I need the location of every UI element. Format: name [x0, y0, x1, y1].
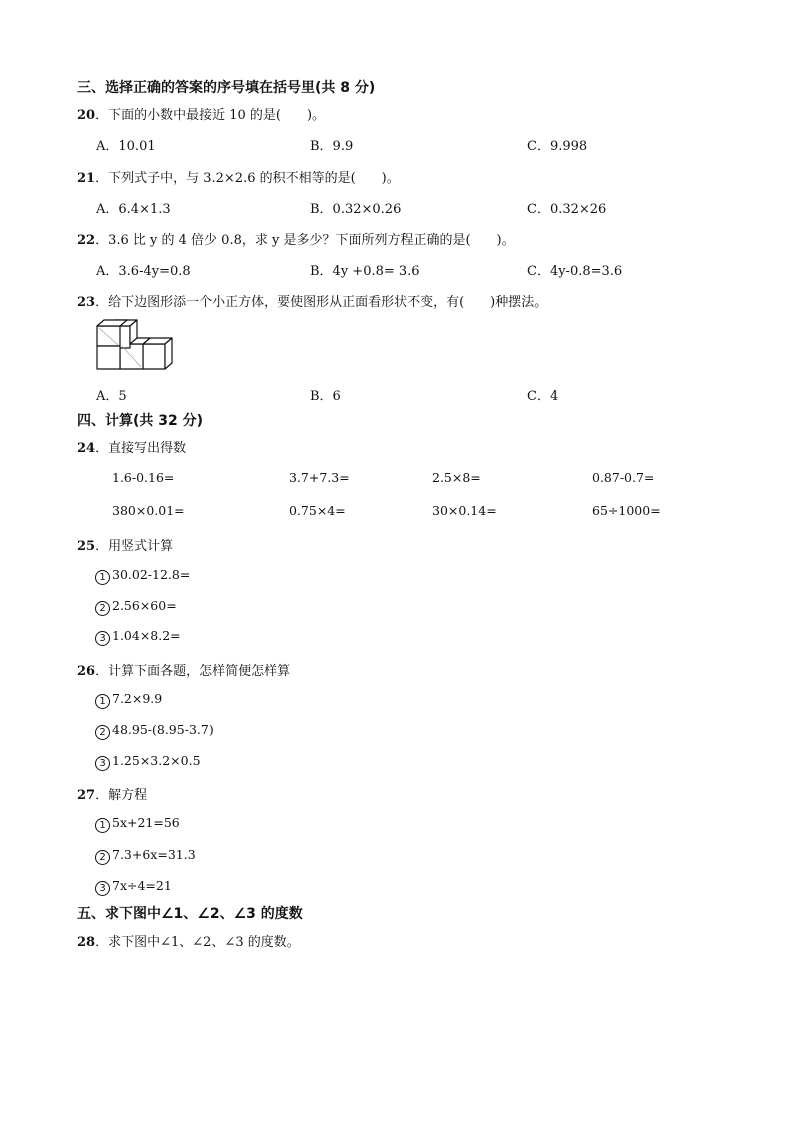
calc-item: 380×0.01= — [112, 503, 185, 518]
calc-item: 2.5×8= — [432, 470, 481, 485]
circled-number: 3 — [95, 631, 110, 646]
calc-item: 0.75×4= — [289, 503, 346, 518]
option-a: A．5 — [96, 389, 127, 404]
sub-item: 2 2.56×60= — [95, 598, 177, 616]
question-text: ．给下边图形添一个小正方体，要使图形从正面看形状不变，有( )种摆法。 — [95, 295, 548, 310]
circled-number: 2 — [95, 601, 110, 616]
question-22 — [77, 229, 515, 248]
circled-number: 3 — [95, 756, 110, 771]
sub-item: 2 7.3+6x=31.3 — [95, 847, 196, 865]
sub-item: 1 5x+21=56 — [95, 815, 180, 833]
question-text: ．计算下面各题，怎样简便怎样算 — [95, 664, 291, 679]
option-c: C．0.32×26 — [527, 202, 607, 217]
question-26 — [77, 660, 290, 679]
question-28 — [77, 931, 300, 950]
section-3-title: 三、选择正确的答案的序号填在括号里(共 8 分) — [77, 80, 376, 96]
option-b: B．4y +0.8= 3.6 — [310, 264, 420, 279]
circled-number: 2 — [95, 850, 110, 865]
sub-item: 3 1.25×3.2×0.5 — [95, 753, 201, 771]
question-number: 22 — [77, 233, 96, 248]
question-number: 24 — [77, 441, 96, 456]
option-a: A．3.6-4y=0.8 — [96, 264, 191, 279]
question-number: 23 — [77, 295, 96, 310]
calc-item: 3.7+7.3= — [289, 470, 350, 485]
question-21 — [77, 167, 400, 186]
option-b: B．9.9 — [310, 139, 354, 154]
sub-item: 3 7x÷4=21 — [95, 878, 172, 896]
sub-item: 3 1.04×8.2= — [95, 628, 181, 646]
section-5-title: 五、求下图中∠1、∠2、∠3 的度数 — [77, 906, 303, 922]
question-text: ．解方程 — [95, 788, 148, 803]
question-number: 21 — [77, 171, 96, 186]
option-c: C．9.998 — [527, 139, 588, 154]
question-23 — [77, 291, 547, 310]
question-20 — [77, 104, 325, 123]
question-text: ．3.6 比 y 的 4 倍少 0.8，求 y 是多少？下面所列方程正确的是( )。 — [95, 233, 515, 248]
calc-item: 65÷1000= — [592, 503, 661, 518]
question-27 — [77, 784, 147, 803]
sub-item: 1 7.2×9.9 — [95, 691, 162, 709]
sub-item: 1 30.02-12.8= — [95, 567, 190, 585]
question-24 — [77, 437, 186, 456]
option-c: C．4y-0.8=3.6 — [527, 264, 623, 279]
option-a: A．6.4×1.3 — [96, 202, 171, 217]
circled-number: 1 — [95, 818, 110, 833]
sub-item: 2 48.95-(8.95-3.7) — [95, 722, 214, 740]
calc-item: 0.87-0.7= — [592, 470, 655, 485]
question-number: 25 — [77, 539, 96, 554]
option-c: C．4 — [527, 389, 559, 404]
calc-item: 30×0.14= — [432, 503, 497, 518]
question-number: 26 — [77, 664, 96, 679]
question-text: ．求下图中∠1、∠2、∠3 的度数。 — [95, 935, 300, 950]
option-b: B．6 — [310, 389, 341, 404]
question-text: ．直接写出得数 — [95, 441, 187, 456]
question-25 — [77, 535, 173, 554]
calc-item: 1.6-0.16= — [112, 470, 175, 485]
question-number: 20 — [77, 108, 96, 123]
question-text: ．下列式子中，与 3.2×2.6 的积不相等的是( )。 — [95, 171, 400, 186]
option-a: A．10.01 — [96, 139, 156, 154]
circled-number: 1 — [95, 570, 110, 585]
circled-number: 2 — [95, 725, 110, 740]
circled-number: 1 — [95, 694, 110, 709]
option-b: B．0.32×0.26 — [310, 202, 402, 217]
question-number: 27 — [77, 788, 96, 803]
cube-figure — [95, 318, 177, 374]
question-number: 28 — [77, 935, 96, 950]
question-text: ．下面的小数中最接近 10 的是( )。 — [95, 108, 326, 123]
circled-number: 3 — [95, 881, 110, 896]
question-text: ．用竖式计算 — [95, 539, 174, 554]
section-4-title: 四、计算(共 32 分) — [77, 413, 204, 429]
